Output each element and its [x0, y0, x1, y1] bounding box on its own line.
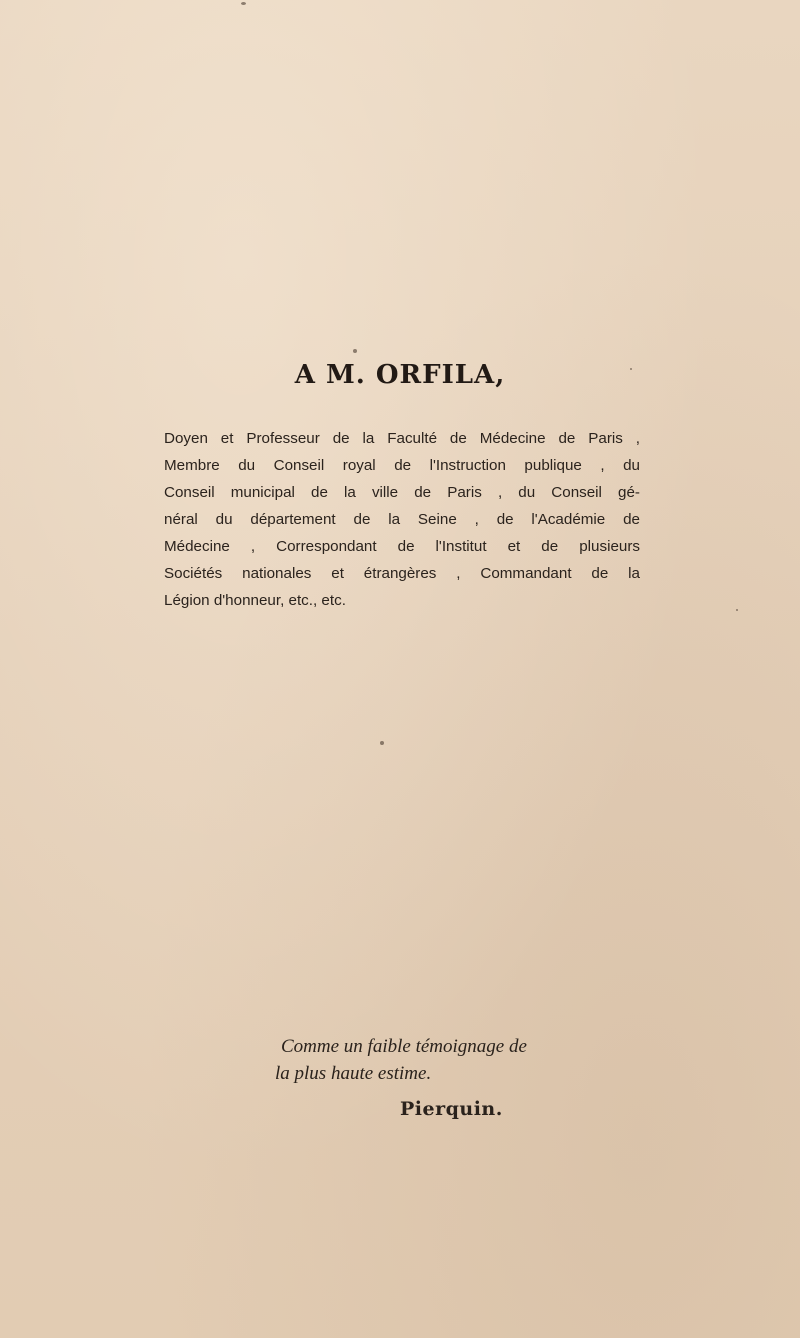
paper-speck: [241, 2, 246, 5]
titles-line: Sociétés nationales et étrangères , Commandant de la: [164, 565, 640, 582]
titles-line: Légion d'honneur, etc., etc.: [164, 592, 346, 609]
author-signature: Pierquin.: [400, 1098, 503, 1120]
paper-speck: [736, 609, 738, 611]
dedicatee-titles: [164, 425, 640, 614]
titles-line: néral du département de la Seine , de l'Académie de: [164, 511, 640, 528]
dedication-line: la plus haute estime.: [275, 1063, 432, 1084]
titles-line: Conseil municipal de la ville de Paris , du Conseil gé-: [164, 484, 640, 501]
paper-speck: [630, 368, 632, 370]
paper-speck: [353, 349, 357, 353]
titles-line: Membre du Conseil royal de l'Instruction publique , du: [164, 457, 640, 474]
dedication-text: [275, 1033, 527, 1087]
dedicatee-heading: A M. ORFILA,: [294, 360, 506, 390]
dedication-line: Comme un faible témoignage de: [281, 1036, 527, 1057]
titles-line: Médecine , Correspondant de l'Institut et de plusieurs: [164, 538, 640, 555]
titles-line: Doyen et Professeur de la Faculté de Médecine de Paris ,: [164, 430, 640, 447]
paper-speck: [380, 741, 384, 745]
